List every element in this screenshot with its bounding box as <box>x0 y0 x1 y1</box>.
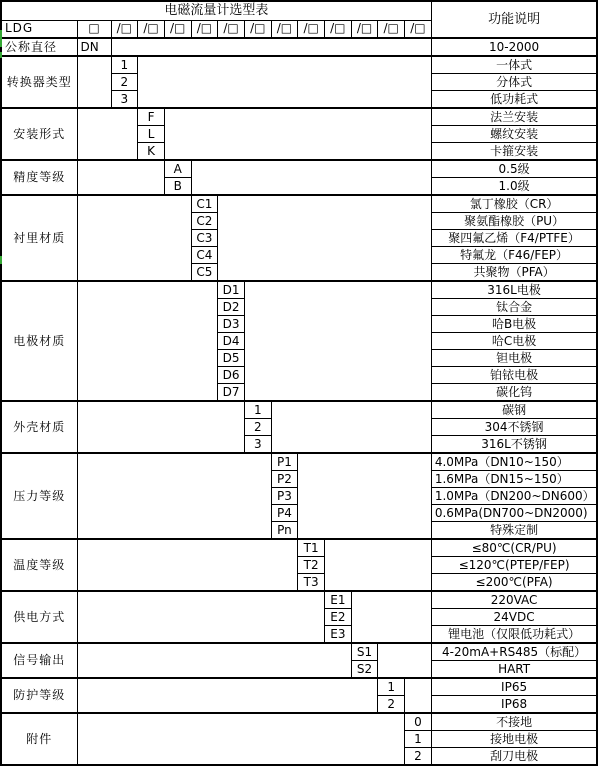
spacer-cell <box>77 56 111 108</box>
model-code-slot: /□ <box>378 20 405 38</box>
code-cell: 2 <box>111 74 138 91</box>
desc-cell: 聚氨酯橡胶（PU） <box>431 213 597 230</box>
spacer-cell <box>77 713 405 765</box>
spacer-cell <box>351 591 431 643</box>
spacer-cell <box>77 453 271 539</box>
code-cell: F <box>138 108 165 126</box>
section-label: 供电方式 <box>1 591 77 643</box>
spacer-cell <box>77 591 325 643</box>
code-cell: 1 <box>405 731 432 748</box>
spacer-cell <box>244 281 431 401</box>
code-cell: S2 <box>351 661 378 679</box>
desc-cell: 特殊定制 <box>431 522 597 540</box>
code-cell: E1 <box>325 591 352 609</box>
desc-cell: 碳化钨 <box>431 384 597 402</box>
section-label: 公称直径 <box>1 38 77 56</box>
section-label: 附件 <box>1 713 77 765</box>
code-cell: T1 <box>298 539 325 557</box>
spacer-cell <box>77 160 164 195</box>
model-prefix-label: LDG <box>1 20 77 38</box>
model-code-slot: /□ <box>351 20 378 38</box>
desc-cell: 4.0MPa（DN10~150） <box>431 453 597 471</box>
section-label: 精度等级 <box>1 160 77 195</box>
section-label: 压力等级 <box>1 453 77 539</box>
code-cell: C4 <box>191 247 218 264</box>
code-cell: DN <box>77 38 111 56</box>
model-code-slot: /□ <box>138 20 165 38</box>
desc-cell: 304不锈钢 <box>431 419 597 436</box>
screenshot-artifact-green-mark <box>0 52 2 58</box>
section-label: 衬里材质 <box>1 195 77 281</box>
section-label: 防护等级 <box>1 678 77 713</box>
desc-cell: 氯丁橡胶（CR） <box>431 195 597 213</box>
function-column-header: 功能说明 <box>431 1 597 38</box>
code-cell: 2 <box>378 696 405 714</box>
code-cell: 3 <box>244 436 271 454</box>
code-cell: A <box>164 160 191 178</box>
code-cell: C3 <box>191 230 218 247</box>
table-title: 电磁流量计选型表 <box>1 1 431 20</box>
desc-cell: ≤80℃(CR/PU) <box>431 539 597 557</box>
spacer-cell <box>298 453 432 539</box>
code-cell: D3 <box>218 316 245 333</box>
screenshot-artifact-green-mark <box>0 30 2 47</box>
desc-cell: 哈C电极 <box>431 333 597 350</box>
desc-cell: HART <box>431 661 597 679</box>
code-cell: P1 <box>271 453 298 471</box>
spacer-cell <box>77 401 244 453</box>
desc-cell: 316L电极 <box>431 281 597 299</box>
desc-cell: IP65 <box>431 678 597 696</box>
desc-cell: 碳钢 <box>431 401 597 419</box>
desc-cell: 220VAC <box>431 591 597 609</box>
code-cell: Pn <box>271 522 298 540</box>
spacer-cell <box>138 56 432 108</box>
code-cell: 1 <box>111 56 138 74</box>
model-code-box: □ <box>77 20 111 38</box>
desc-cell: 共聚物（PFA） <box>431 264 597 282</box>
code-cell: 3 <box>111 91 138 109</box>
desc-cell: 0.6MPa(DN700~DN2000) <box>431 505 597 522</box>
desc-cell: 钽电极 <box>431 350 597 367</box>
section-label: 信号输出 <box>1 643 77 678</box>
spacer-cell <box>77 195 191 281</box>
screenshot-artifact-green-mark <box>0 256 2 264</box>
desc-cell: 1.0级 <box>431 178 597 196</box>
code-cell: E2 <box>325 609 352 626</box>
spacer-cell <box>77 539 298 591</box>
code-cell: E3 <box>325 626 352 644</box>
model-code-slot: /□ <box>111 20 138 38</box>
desc-cell: 法兰安装 <box>431 108 597 126</box>
spacer-cell <box>77 643 351 678</box>
desc-cell: 一体式 <box>431 56 597 74</box>
model-code-slot: /□ <box>164 20 191 38</box>
spacer-cell <box>191 160 431 195</box>
model-code-slot: /□ <box>244 20 271 38</box>
desc-cell: 分体式 <box>431 74 597 91</box>
desc-cell: 1.6MPa（DN15~150） <box>431 471 597 488</box>
code-cell: D6 <box>218 367 245 384</box>
spacer-cell <box>405 678 432 713</box>
code-cell: 1 <box>378 678 405 696</box>
desc-cell: ≤200℃(PFA) <box>431 574 597 592</box>
code-cell: D1 <box>218 281 245 299</box>
spacer-cell <box>164 108 431 160</box>
desc-cell: 0.5级 <box>431 160 597 178</box>
code-cell: 0 <box>405 713 432 731</box>
section-label: 外壳材质 <box>1 401 77 453</box>
code-cell: B <box>164 178 191 196</box>
section-label: 转换器类型 <box>1 56 77 108</box>
spacer-cell <box>77 108 138 160</box>
desc-cell: 刮刀电极 <box>431 748 597 766</box>
section-label: 电极材质 <box>1 281 77 401</box>
spacer-cell <box>325 539 432 591</box>
desc-cell: IP68 <box>431 696 597 714</box>
code-cell: T3 <box>298 574 325 592</box>
desc-cell: 接地电极 <box>431 731 597 748</box>
code-cell: S1 <box>351 643 378 661</box>
desc-cell: 钛合金 <box>431 299 597 316</box>
desc-cell: 4-20mA+RS485（标配） <box>431 643 597 661</box>
code-cell: L <box>138 126 165 143</box>
desc-cell: 聚四氟乙烯（F4/PTFE） <box>431 230 597 247</box>
model-code-slot: /□ <box>405 20 432 38</box>
desc-cell: 24VDC <box>431 609 597 626</box>
model-code-slot: /□ <box>298 20 325 38</box>
code-cell: 2 <box>244 419 271 436</box>
desc-cell: 铂铱电极 <box>431 367 597 384</box>
code-cell: C5 <box>191 264 218 282</box>
desc-cell: 1.0MPa（DN200~DN600） <box>431 488 597 505</box>
spacer-cell <box>77 281 218 401</box>
desc-cell: 10-2000 <box>431 38 597 56</box>
desc-cell: 锂电池（仅限低功耗式） <box>431 626 597 644</box>
spacer-cell <box>218 195 432 281</box>
code-cell: 2 <box>405 748 432 766</box>
code-cell: P3 <box>271 488 298 505</box>
desc-cell: 特氟龙（F46/FEP） <box>431 247 597 264</box>
desc-cell: 哈B电极 <box>431 316 597 333</box>
desc-cell: 不接地 <box>431 713 597 731</box>
code-cell: D5 <box>218 350 245 367</box>
desc-cell: ≤120℃(PTEP/FEP) <box>431 557 597 574</box>
code-cell: P4 <box>271 505 298 522</box>
spacer-cell <box>271 401 431 453</box>
spacer-cell <box>77 678 378 713</box>
code-cell: T2 <box>298 557 325 574</box>
section-label: 温度等级 <box>1 539 77 591</box>
desc-cell: 低功耗式 <box>431 91 597 109</box>
code-cell: P2 <box>271 471 298 488</box>
model-code-slot: /□ <box>271 20 298 38</box>
spacer-cell <box>378 643 431 678</box>
desc-cell: 316L不锈钢 <box>431 436 597 454</box>
code-cell: C1 <box>191 195 218 213</box>
model-code-slot: /□ <box>218 20 245 38</box>
spacer-cell <box>111 38 431 56</box>
model-code-slot: /□ <box>325 20 352 38</box>
code-cell: D7 <box>218 384 245 402</box>
desc-cell: 卡箍安装 <box>431 143 597 161</box>
model-code-slot: /□ <box>191 20 218 38</box>
code-cell: C2 <box>191 213 218 230</box>
desc-cell: 螺纹安装 <box>431 126 597 143</box>
code-cell: K <box>138 143 165 161</box>
code-cell: 1 <box>244 401 271 419</box>
code-cell: D4 <box>218 333 245 350</box>
section-label: 安装形式 <box>1 108 77 160</box>
code-cell: D2 <box>218 299 245 316</box>
